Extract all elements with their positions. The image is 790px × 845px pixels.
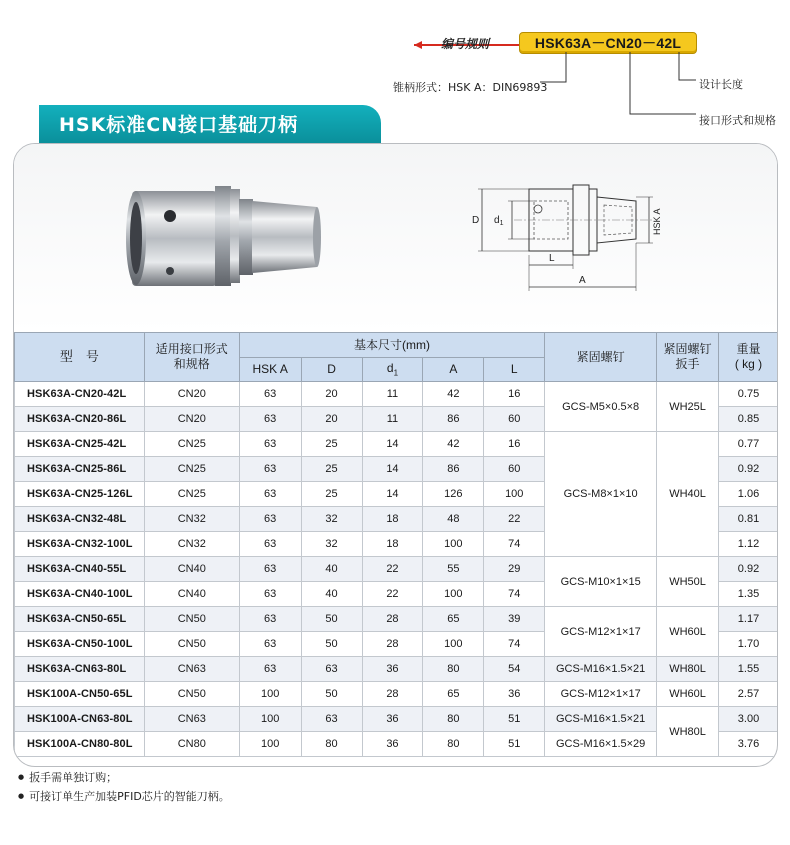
- cell-model: HSK63A-CN50-100L: [15, 632, 145, 657]
- cell-model: HSK63A-CN20-86L: [15, 407, 145, 432]
- note-design-length: 设计长度: [699, 78, 743, 91]
- cell-A: 100: [423, 632, 484, 657]
- note-taper: 锥柄形式：HSK A：DIN69893: [393, 81, 548, 94]
- cell-d1: 14: [362, 432, 423, 457]
- cell-iface: CN20: [144, 407, 239, 432]
- cell-wrench: WH60L: [657, 607, 719, 657]
- tool-holder-photo: [122, 171, 332, 301]
- cell-hsk: 63: [239, 557, 301, 582]
- cell-A: 42: [423, 432, 484, 457]
- table-row: [15, 682, 779, 707]
- header-weight-line2: ( kg ): [734, 357, 763, 371]
- cell-weight: 1.17: [719, 607, 778, 632]
- cell-model: HSK63A-CN32-48L: [15, 507, 145, 532]
- cell-hsk: 63: [239, 532, 301, 557]
- product-panel: [13, 143, 778, 767]
- cell-A: 48: [423, 507, 484, 532]
- cell-screw: GCS-M10×1×15: [545, 557, 657, 607]
- svg-text:d1: [494, 215, 504, 227]
- cell-screw: GCS-M12×1×17: [545, 682, 657, 707]
- table-row: [15, 657, 779, 682]
- cell-L: 74: [484, 532, 545, 557]
- cell-L: 60: [484, 457, 545, 482]
- cell-model: HSK63A-CN25-126L: [15, 482, 145, 507]
- cell-A: 86: [423, 457, 484, 482]
- table-row: [15, 707, 779, 732]
- cell-A: 80: [423, 707, 484, 732]
- cell-L: 39: [484, 607, 545, 632]
- header-L: L: [484, 358, 545, 382]
- footnote-2: ● 可接订单生产加装PFID芯片的智能刀柄。: [18, 787, 230, 806]
- cell-L: 16: [484, 382, 545, 407]
- cell-weight: 1.06: [719, 482, 778, 507]
- cell-d1: 11: [362, 407, 423, 432]
- cell-hsk: 63: [239, 657, 301, 682]
- cell-L: 51: [484, 707, 545, 732]
- header-d1-sub: 1: [393, 368, 399, 378]
- cell-weight: 0.81: [719, 507, 778, 532]
- cell-L: 74: [484, 582, 545, 607]
- header-hsk: HSK A: [239, 358, 301, 382]
- cell-weight: 3.76: [719, 732, 778, 757]
- cell-model: HSK100A-CN63-80L: [15, 707, 145, 732]
- header-d1: [362, 358, 423, 382]
- cell-L: 100: [484, 482, 545, 507]
- cell-D: 25: [301, 432, 362, 457]
- cell-screw: GCS-M12×1×17: [545, 607, 657, 657]
- table-row: [15, 382, 779, 407]
- cell-weight: 2.57: [719, 682, 778, 707]
- cell-hsk: 63: [239, 632, 301, 657]
- rule-code-badge: [519, 32, 697, 54]
- cell-hsk: 63: [239, 582, 301, 607]
- cell-L: 54: [484, 657, 545, 682]
- cell-A: 65: [423, 682, 484, 707]
- cell-model: HSK100A-CN80-80L: [15, 732, 145, 757]
- header-wrench: [657, 333, 719, 382]
- cell-d1: 18: [362, 507, 423, 532]
- cell-iface: CN20: [144, 382, 239, 407]
- cell-model: HSK63A-CN20-42L: [15, 382, 145, 407]
- cell-iface: CN40: [144, 557, 239, 582]
- cell-d1: 22: [362, 582, 423, 607]
- table-row: [15, 432, 779, 457]
- cell-L: 16: [484, 432, 545, 457]
- cell-A: 65: [423, 607, 484, 632]
- header-weight-line1: 重量: [736, 342, 761, 356]
- cell-model: HSK63A-CN63-80L: [15, 657, 145, 682]
- cell-hsk: 63: [239, 457, 301, 482]
- cell-D: 25: [301, 457, 362, 482]
- cell-hsk: 63: [239, 382, 301, 407]
- cell-D: 32: [301, 507, 362, 532]
- header-interface: [144, 333, 239, 382]
- header-wrench-line1: 紧固螺钉: [663, 342, 712, 356]
- spec-table-body: [15, 382, 779, 757]
- header-d1-main: d: [386, 360, 394, 375]
- cell-D: 80: [301, 732, 362, 757]
- cell-screw: GCS-M8×1×10: [545, 432, 657, 557]
- cell-weight: 0.77: [719, 432, 778, 457]
- header-weight: [719, 333, 778, 382]
- header-interface-line1: 适用接口形式: [155, 342, 228, 356]
- cell-weight: 1.35: [719, 582, 778, 607]
- cell-d1: 36: [362, 732, 423, 757]
- cell-iface: CN63: [144, 657, 239, 682]
- header-model: 型 号: [15, 333, 145, 382]
- cell-A: 55: [423, 557, 484, 582]
- cell-model: HSK63A-CN50-65L: [15, 607, 145, 632]
- cell-L: 51: [484, 732, 545, 757]
- cell-iface: CN40: [144, 582, 239, 607]
- cell-A: 42: [423, 382, 484, 407]
- cell-hsk: 100: [239, 732, 301, 757]
- header-screw: 紧固螺钉: [545, 333, 657, 382]
- cell-iface: CN50: [144, 607, 239, 632]
- cell-iface: CN50: [144, 682, 239, 707]
- cell-wrench: WH80L: [657, 707, 719, 757]
- cell-model: HSK63A-CN40-55L: [15, 557, 145, 582]
- cell-A: 80: [423, 657, 484, 682]
- cell-A: 100: [423, 582, 484, 607]
- cell-hsk: 63: [239, 482, 301, 507]
- cell-model: HSK100A-CN50-65L: [15, 682, 145, 707]
- cell-D: 50: [301, 632, 362, 657]
- header-A: A: [423, 358, 484, 382]
- cell-wrench: WH50L: [657, 557, 719, 607]
- cell-d1: 14: [362, 482, 423, 507]
- cell-d1: 22: [362, 557, 423, 582]
- label-A: A: [579, 275, 586, 286]
- cell-wrench: WH25L: [657, 382, 719, 432]
- cell-D: 40: [301, 582, 362, 607]
- header-wrench-line2: 扳手: [675, 357, 700, 371]
- cell-wrench: WH60L: [657, 682, 719, 707]
- rule-leader-lines: [540, 52, 700, 122]
- cell-L: 22: [484, 507, 545, 532]
- cell-A: 100: [423, 532, 484, 557]
- cell-iface: CN25: [144, 482, 239, 507]
- cell-L: 29: [484, 557, 545, 582]
- cell-weight: 1.70: [719, 632, 778, 657]
- rule-label: 编号规则: [441, 37, 490, 51]
- footnotes: [18, 768, 230, 806]
- cell-wrench: WH40L: [657, 432, 719, 557]
- table-row: [15, 557, 779, 582]
- cell-iface: CN32: [144, 507, 239, 532]
- header-D: D: [301, 358, 362, 382]
- cell-D: 50: [301, 682, 362, 707]
- cell-screw: GCS-M16×1.5×21: [545, 657, 657, 682]
- cell-D: 50: [301, 607, 362, 632]
- cell-D: 20: [301, 407, 362, 432]
- cell-hsk: 63: [239, 507, 301, 532]
- cell-weight: 0.92: [719, 457, 778, 482]
- cell-screw: GCS-M5×0.5×8: [545, 382, 657, 432]
- cell-screw: GCS-M16×1.5×29: [545, 732, 657, 757]
- cell-iface: CN50: [144, 632, 239, 657]
- cell-d1: 36: [362, 657, 423, 682]
- cell-D: 63: [301, 657, 362, 682]
- cell-A: 86: [423, 407, 484, 432]
- cell-d1: 11: [362, 382, 423, 407]
- cell-hsk: 100: [239, 682, 301, 707]
- spec-table: [14, 332, 778, 757]
- cell-D: 32: [301, 532, 362, 557]
- cell-A: 80: [423, 732, 484, 757]
- header-dims: 基本尺寸(mm): [239, 333, 545, 358]
- cell-iface: CN63: [144, 707, 239, 732]
- cell-hsk: 63: [239, 432, 301, 457]
- cell-d1: 14: [362, 457, 423, 482]
- cell-d1: 36: [362, 707, 423, 732]
- section-title-bar: [39, 105, 381, 145]
- cell-hsk: 63: [239, 407, 301, 432]
- cell-L: 60: [484, 407, 545, 432]
- label-d1: d: [494, 215, 500, 226]
- label-d1-sub: 1: [499, 220, 504, 227]
- label-L: L: [549, 253, 555, 264]
- label-hsk: HSK A: [652, 208, 662, 235]
- cell-d1: 28: [362, 632, 423, 657]
- cell-D: 40: [301, 557, 362, 582]
- cell-iface: CN25: [144, 457, 239, 482]
- cell-L: 74: [484, 632, 545, 657]
- cell-wrench: WH80L: [657, 657, 719, 682]
- cell-L: 36: [484, 682, 545, 707]
- cell-model: HSK63A-CN25-42L: [15, 432, 145, 457]
- cell-D: 25: [301, 482, 362, 507]
- table-row: [15, 607, 779, 632]
- cell-iface: CN80: [144, 732, 239, 757]
- cell-weight: 3.00: [719, 707, 778, 732]
- cell-d1: 28: [362, 607, 423, 632]
- label-D: D: [472, 215, 480, 226]
- cell-d1: 18: [362, 532, 423, 557]
- cell-model: HSK63A-CN32-100L: [15, 532, 145, 557]
- section-title: HSK标准CN接口基础刀柄: [59, 114, 299, 136]
- cell-weight: 1.12: [719, 532, 778, 557]
- cell-iface: CN25: [144, 432, 239, 457]
- cell-model: HSK63A-CN40-100L: [15, 582, 145, 607]
- cell-weight: 0.85: [719, 407, 778, 432]
- cell-D: 20: [301, 382, 362, 407]
- cell-d1: 28: [362, 682, 423, 707]
- footnote-1: ● 扳手需单独订购；: [18, 768, 230, 787]
- cell-weight: 0.92: [719, 557, 778, 582]
- cell-iface: CN32: [144, 532, 239, 557]
- cell-weight: 1.55: [719, 657, 778, 682]
- header-interface-line2: 和规格: [173, 357, 210, 371]
- cell-model: HSK63A-CN25-86L: [15, 457, 145, 482]
- cell-hsk: 100: [239, 707, 301, 732]
- cell-hsk: 63: [239, 607, 301, 632]
- rule-code: HSK63A－CN20－42L: [534, 35, 682, 51]
- technical-drawing: [454, 179, 689, 309]
- cell-weight: 0.75: [719, 382, 778, 407]
- cell-A: 126: [423, 482, 484, 507]
- cell-D: 63: [301, 707, 362, 732]
- cell-screw: GCS-M16×1.5×21: [545, 707, 657, 732]
- note-interface: 接口形式和规格: [699, 114, 776, 127]
